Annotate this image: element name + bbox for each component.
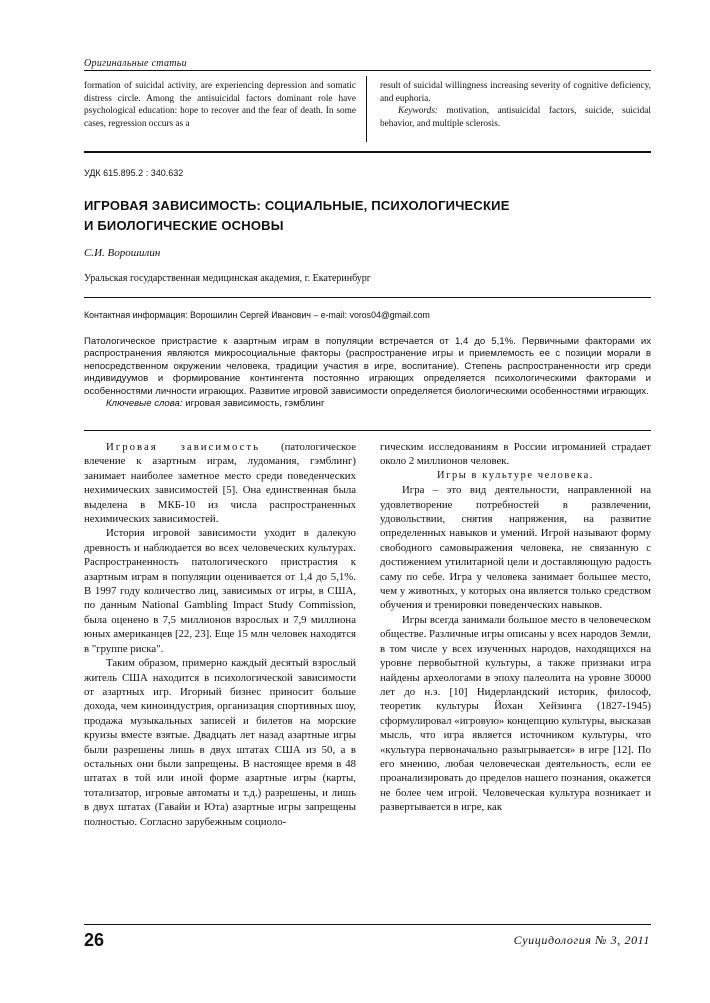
udk-code: УДК 615.895.2 : 340.632 <box>84 168 184 178</box>
lead-term: Игровая зависимость <box>106 441 261 453</box>
english-abstract-left <box>84 80 356 130</box>
article-title-line1: ИГРОВАЯ ЗАВИСИМОСТЬ: СОЦИАЛЬНЫЕ, ПСИХОЛОГИЧЕСКИЕ <box>84 198 510 213</box>
russian-abstract <box>84 336 651 410</box>
section-label: Оригинальные статьи <box>84 58 187 69</box>
body-paragraph-3: Таким образом, примерно каждый десятый взрослый житель США находится в психологической зависимости от азартных игр. Игорный бизнес приносит больше дохода, чем киноиндустрия, организация спортивных шоу, продажа музыкальных записей и билетов на морские круизы вместе взятые. Двадцать лет назад азартные игры были разрешены лишь в двух штатах США из 50, а в остальных они были запрещены. В настоящее время в 48 штатах в той или иной форме азартные игры (карты, тотализатор, игровые автоматы и т.д.) разрешены, и лишь в двух штатах (Гавайи и Юта) азартные игры запрещены полностью. Согласно зарубежным социоло- <box>84 657 356 828</box>
abstract-rule <box>84 430 651 431</box>
contact-info: Контактная информация: Ворошилин Сергей Иванович – e-mail: voros04@gmail.com <box>84 310 430 320</box>
body-right-column <box>380 440 651 815</box>
body-paragraph-6: Игры всегда занимали большое место в человеческом обществе. Различные игры описаны у всех народов Земли, в том числе у всех изученных народов, находящихся на уровне первобытной культуры, а также признаки игра найдены археологами в эпоху палеолита на уровне 30000 лет до н.э. [10] Нидерландский историк, философ, теоретик культуры Йохан Хейзинга (1827-1945) сформулировал «игровую» концепцию культуры, высказав мысль, что игра является источником культуры, что «культура первоначально разыгрывается» в игре [12]. По его мнению, любая человеческая деятельность, если ее проанализировать до пределов нашего познания, окажется не более чем игрой. Человеческая культура возникает и развертывается в игре, как <box>380 613 651 814</box>
body-paragraph-2: История игровой зависимости уходит в далекую древность и наблюдается во всех человеческих культурах. Распространенность патологического пристрастия к азартным играм в популяции оценивается от 1,4 до 5,1%. В 1997 году количество лиц, зависимых от игры, в США, по данным National Gambling Impact Study Commission, была оценено в 7,5 миллионов взрослых и 7,9 миллиона юных американцев [22, 23]. Еще 15 млн человек находятся в "группе риска". <box>84 527 356 655</box>
english-keywords <box>380 105 651 130</box>
russian-keywords-label: Ключевые слова: <box>106 398 183 410</box>
english-abstract-right <box>380 80 651 130</box>
english-keywords-label: Keywords: <box>398 106 438 117</box>
body-paragraph-4: гическим исследованиям в России игроманией страдает около 2 миллионов человек. <box>380 441 651 468</box>
russian-keywords-text: игровая зависимость, гэмблинг <box>185 398 325 410</box>
subheading: Игры в культуре человека. <box>437 469 594 481</box>
affiliation: Уральская государственная медицинская академия, г. Екатеринбург <box>84 273 371 284</box>
body-left-column <box>84 440 356 829</box>
journal-name: Суицидология № 3, 2011 <box>513 933 650 947</box>
body-paragraph-1 <box>84 440 356 526</box>
russian-keywords <box>84 398 651 410</box>
page-number: 26 <box>84 930 105 950</box>
body-paragraph-1-text: (патологическое влечение к азартным играм, лудомания, гэмблинг) занимает наиболее заметное место среди поведенческих нехимических зависимостей [5]. Она единственная была выделена в МКБ-10 из числа распространенных нехимических зависимостей. <box>84 441 356 526</box>
affiliation-rule <box>84 297 651 298</box>
article-title-line2: И БИОЛОГИЧЕСКИЕ ОСНОВЫ <box>84 218 284 233</box>
article-title <box>84 196 651 236</box>
english-keywords-text: motivation, antisuicidal factors, suicide, suicidal behavior, and multiple sclerosis. <box>380 106 651 129</box>
section-separator <box>84 151 651 153</box>
english-abstract-left-text: formation of suicidal activity, are experiencing depression and somatic distress circle. Among the antisuicidal factors dominant role have psychological education: hope to recover and the fear of death. In some cases, regression occurs as a <box>84 81 356 129</box>
body-paragraph-5: Игра – это вид деятельности, направленной на удовлетворение потребностей в развлечении, удовольствии, снятия напряжения, на развитие определенных навыков и умений. Игрой называют форму свободного самовыражения человека, не связанную с достижением утилитарной цели и доставляющую радость саму по себе. Игра у человека занимает большее место, чем у животных, у которых она является только средством обучения и тренировки поведенческих навыков. <box>380 484 651 612</box>
footer-rule <box>84 924 651 925</box>
russian-abstract-text: Патологическое пристрастие к азартным играм в популяции встречается от 1,4 до 5,1%. Первичными факторами их распространения являются микросоциальные факторы (распространение игры и приемлемость ее с позиции морали в непосредственном окружении человека, традиции участия в игре, воспитание). Степень распространенности игр среди индивидуумов и формирование контингента постоянно играющих определяется психологическими факторами и особенностями личности играющих. Развитие игровой зависимости определяется биологическими особенностями играющих. <box>84 336 651 397</box>
header-rule <box>84 70 651 71</box>
author: С.И. Ворошилин <box>84 247 161 259</box>
column-divider <box>366 76 367 142</box>
english-abstract-right-text: result of suicidal willingness increasing severity of cognitive deficiency, and euphoria. <box>380 81 651 104</box>
